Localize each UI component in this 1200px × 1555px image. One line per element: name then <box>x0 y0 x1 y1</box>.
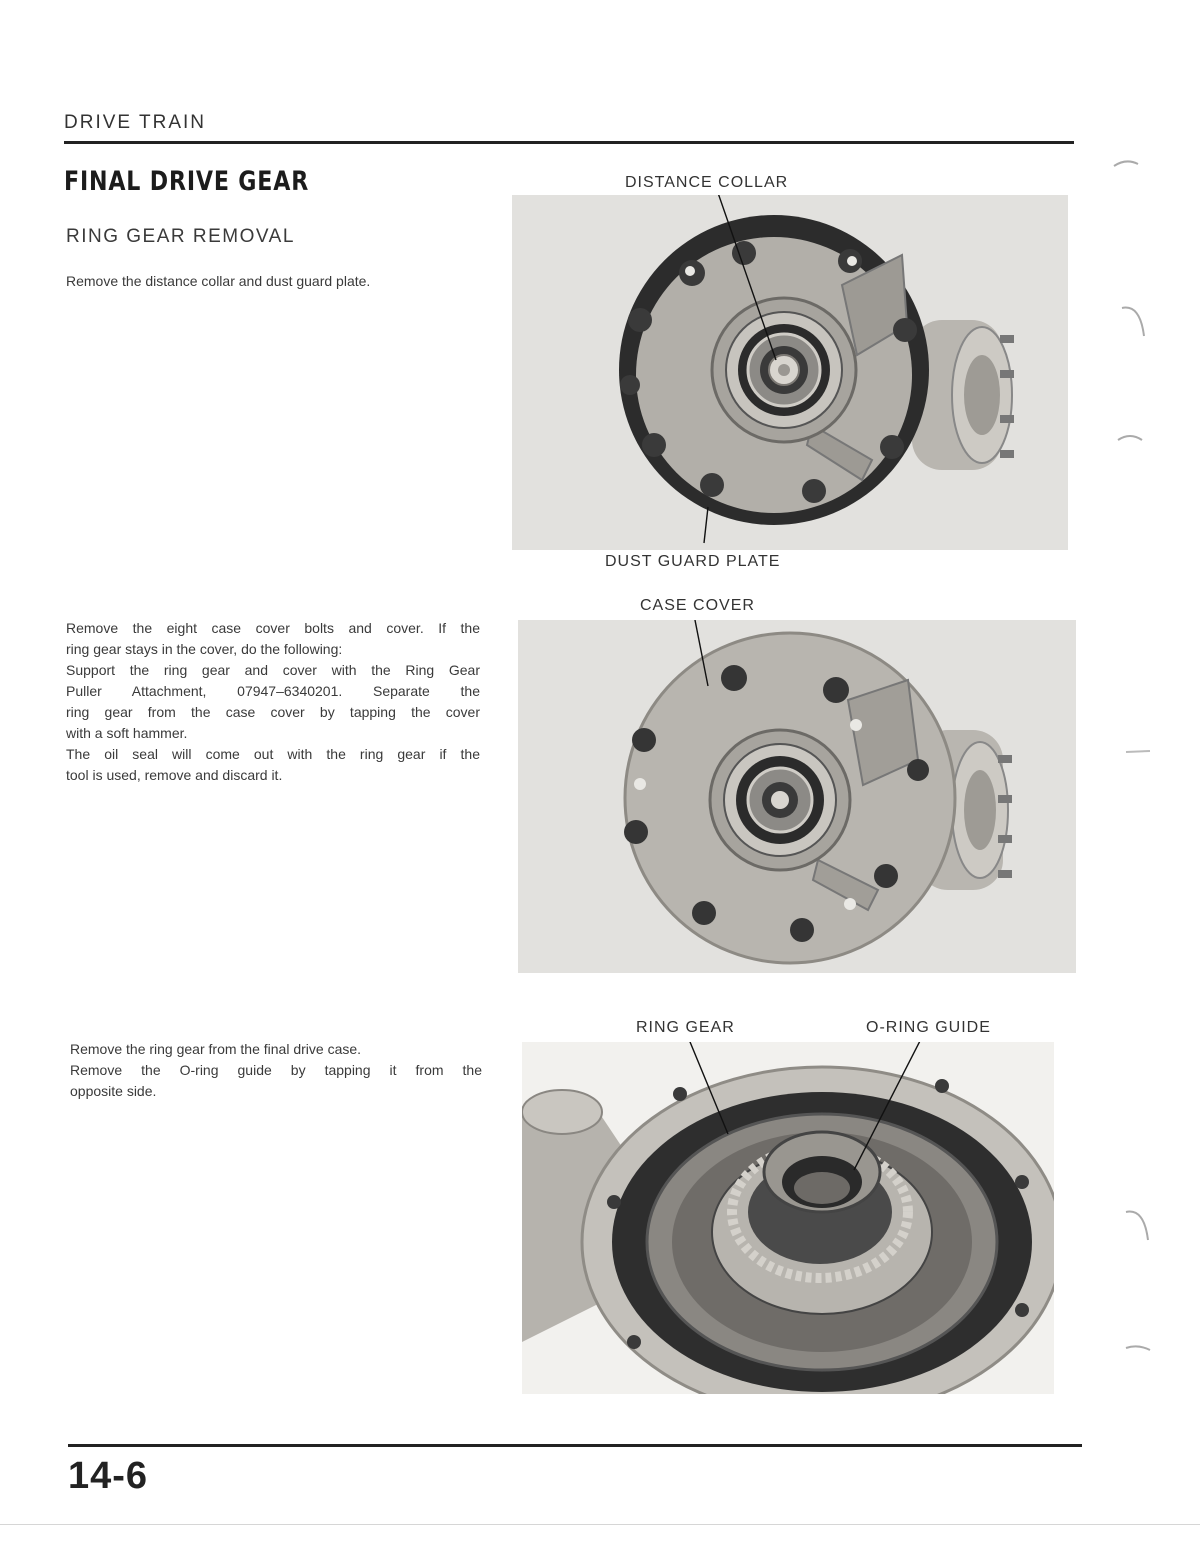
margin-mark <box>1124 1204 1152 1244</box>
page-title: FINAL DRIVE GEAR <box>64 166 310 197</box>
bottom-scan-line <box>0 1524 1200 1525</box>
text-line: Support the ring gear and cover with the Ring Gear <box>66 662 480 678</box>
label-ring-gear: RING GEAR <box>636 1019 735 1036</box>
margin-mark <box>1124 744 1152 758</box>
label-dust-guard-plate: DUST GUARD PLATE <box>605 553 781 570</box>
text-line: Puller Attachment, 07947–6340201. Separate the <box>66 683 480 699</box>
text-line: Remove the eight case cover bolts and cover. If the <box>66 620 480 636</box>
step-3-text <box>70 1039 482 1102</box>
margin-mark <box>1120 300 1148 340</box>
label-distance-collar: DISTANCE COLLAR <box>625 174 789 191</box>
text-line: The oil seal will come out with the ring gear if the <box>66 746 480 762</box>
section-subtitle: RING GEAR REMOVAL <box>66 226 295 247</box>
step-2-text <box>66 618 480 786</box>
text-line: Remove the ring gear from the final drive case. <box>70 1041 362 1057</box>
text-line: tool is used, remove and discard it. <box>66 767 283 783</box>
header-rule <box>64 141 1074 144</box>
label-o-ring-guide: O-RING GUIDE <box>866 1019 991 1036</box>
margin-mark <box>1124 1340 1152 1354</box>
bearing <box>710 730 850 870</box>
text-line: ring gear stays in the cover, do the following: <box>66 641 343 657</box>
step-1-text <box>66 271 486 292</box>
o-ring-guide <box>764 1132 880 1212</box>
photo-ring-gear-removal <box>522 1042 1054 1394</box>
text-line: Remove the O-ring guide by tapping it from the <box>70 1062 482 1078</box>
page-number: 14-6 <box>68 1455 149 1497</box>
label-case-cover: CASE COVER <box>640 597 755 614</box>
distance-collar <box>769 355 799 385</box>
photo-case-cover-removal <box>518 620 1076 973</box>
text-line: with a soft hammer. <box>66 725 188 741</box>
footer-rule <box>68 1444 1082 1447</box>
text-line: ring gear from the case cover by tapping the cover <box>66 704 480 720</box>
margin-mark <box>1116 430 1144 444</box>
text-line: Remove the distance collar and dust guard plate. <box>66 273 371 289</box>
text-line: opposite side. <box>70 1083 157 1099</box>
photo-distance-collar-removal <box>512 195 1068 550</box>
final-drive-housing <box>912 320 1014 470</box>
section-header: DRIVE TRAIN <box>64 112 207 133</box>
margin-mark <box>1112 156 1140 170</box>
